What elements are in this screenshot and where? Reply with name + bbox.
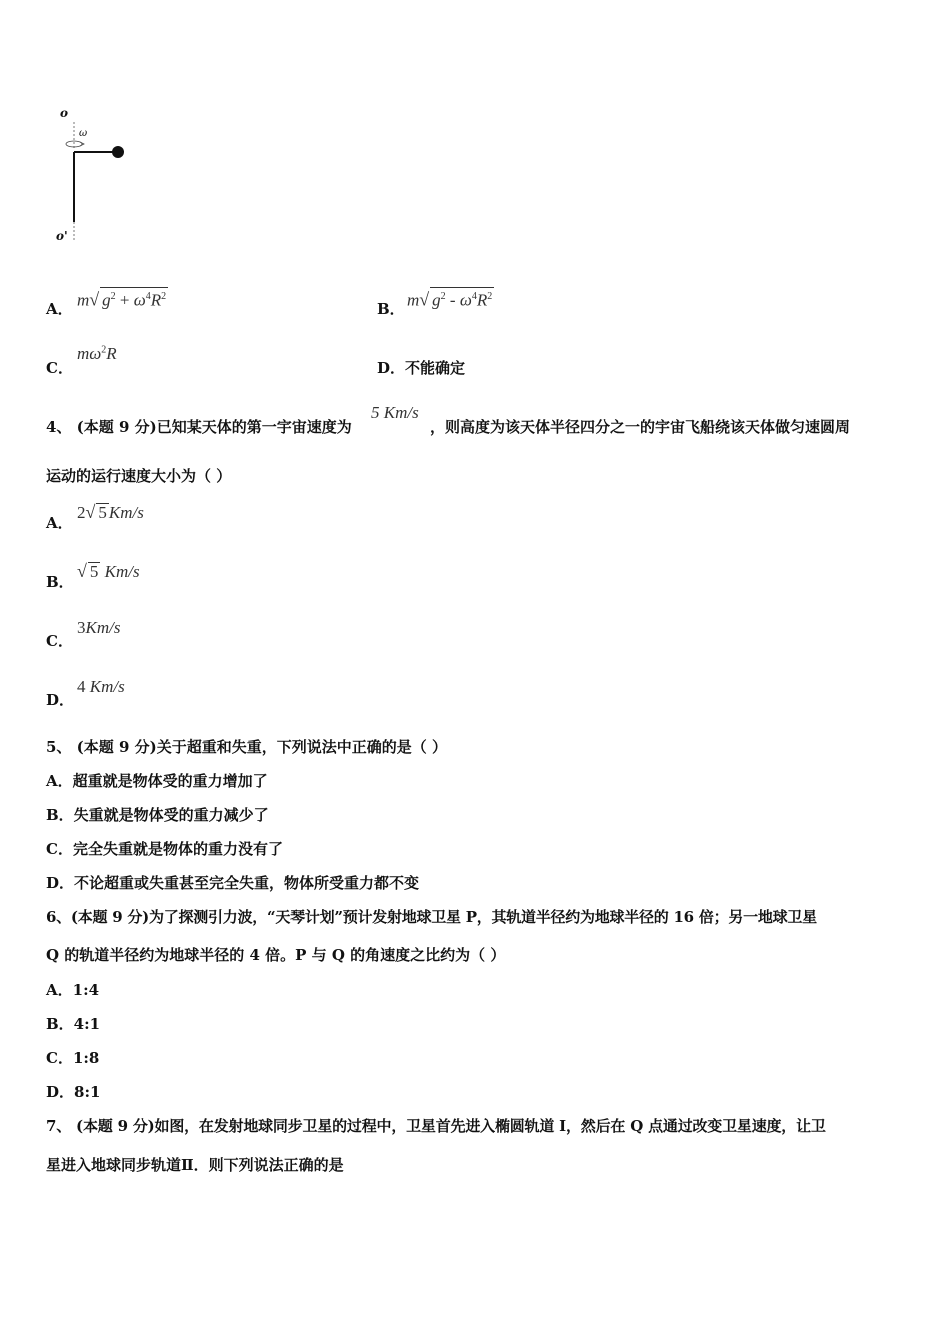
q3-option-b-letter: B． (377, 300, 405, 318)
q5-stem: 5、 (本题 9 分)关于超重和失重，下列说法中正确的是（ ） (46, 738, 447, 756)
q4-option-a-letter: A． (46, 514, 73, 532)
q4-option-c-letter: C． (46, 632, 73, 650)
q5-option-c: C．完全失重就是物体的重力没有了 (46, 840, 283, 858)
q6-option-a: A．1:4 (46, 981, 100, 999)
q4-option-c-value: 3Km/s (77, 618, 121, 637)
q4-stem-part2: ，则高度为该天体半径四分之一的宇宙飞船绕该天体做匀速圆周 (430, 418, 851, 436)
q3-option-a-formula: m√ $g^2 + \omega^4R^2$ (77, 287, 168, 311)
q4-option-d-letter: D． (46, 691, 75, 709)
sqrt-body: $g^2 + \omega^4R^2$ (100, 287, 168, 310)
q7-stem-line2: 星进入地球同步轨道Ⅱ．则下列说法正确的是 (46, 1156, 344, 1174)
q4-option-b-value: √ 5 Km/s (77, 561, 140, 581)
rotation-diagram (52, 104, 142, 249)
q4-option-d-value: 4 Km/s (77, 677, 125, 696)
q4-option-b-letter: B． (46, 573, 74, 591)
rotation-figure (52, 104, 142, 249)
q3-option-d-letter: D． (377, 359, 406, 377)
q3-option-c-formula: $m\omega^2R$ (77, 344, 117, 363)
q4-stem-part1: 4、 (本题 9 分)已知某天体的第一宇宙速度为 (46, 418, 352, 436)
q5-option-d: D．不论超重或失重甚至完全失重，物体所受重力都不变 (46, 874, 420, 892)
q7-stem-line1: 7、 (本题 9 分)如图，在发射地球同步卫星的过程中，卫星首先进入椭圆轨道 I，然后在 Q 点通过改变卫星速度，让卫 (46, 1117, 826, 1135)
q3-option-b-formula: m√ $g^2 - \omega^4R^2$ (407, 287, 494, 311)
omega-label: ω (79, 128, 88, 139)
q6-stem-line1: 6、(本题 9 分)为了探测引力波，“天琴计划”预计发射地球卫星 P，其轨道半径约为地球半径的 16 倍；另一地球卫星 (46, 908, 817, 926)
q3-option-d-text: 不能确定 (405, 359, 466, 377)
ball (112, 146, 124, 158)
formula-m: m (77, 290, 90, 310)
q6-option-c: C．1:8 (46, 1049, 100, 1067)
q4-stem-line2: 运动的运行速度大小为（ ） (46, 467, 232, 485)
q6-stem-line2: Q 的轨道半径约为地球半径的 4 倍。P 与 Q 的角速度之比约为（ ） (46, 946, 506, 964)
bottom-axis-label: o' (56, 229, 68, 243)
q6-option-b: B．4:1 (46, 1015, 101, 1033)
sqrt-body: $g^2 - \omega^4R^2$ (430, 287, 494, 310)
q4-option-a-value: 2√ 5 Km/s (77, 502, 144, 522)
q4-stem-math: 5 Km/s (371, 403, 419, 422)
q3-option-a-letter: A． (46, 300, 73, 318)
q6-option-d: D．8:1 (46, 1083, 101, 1101)
q5-option-a: A．超重就是物体受的重力增加了 (46, 772, 268, 790)
top-axis-label: o (60, 106, 69, 120)
formula-m: m (407, 290, 420, 310)
q3-option-c-letter: C． (46, 359, 73, 377)
q5-option-b: B．失重就是物体受的重力减少了 (46, 806, 269, 824)
